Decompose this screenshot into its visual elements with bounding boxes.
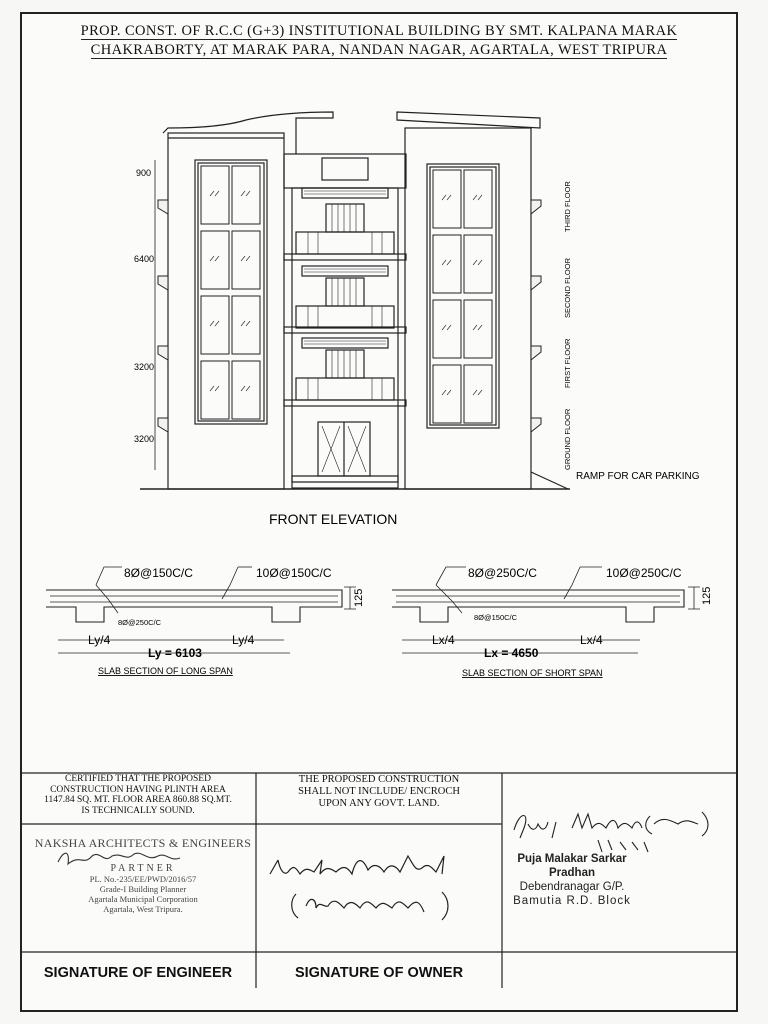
short-span-top-right-bar: 10Ø@250C/C [606,566,682,580]
dim-3200-upper: 3200 [134,362,155,372]
long-span-caption: SLAB SECTION OF LONG SPAN [98,666,233,676]
long-span-top-left-bar: 8Ø@150C/C [124,566,193,580]
technical-certificate-text: CERTIFIED THAT THE PROPOSED CONSTRUCTION HAVING PLINTH AREA 1147.84 SQ. MT. FLOOR AREA 860.88 SQ.MT. IS TECHNICALLY SOUND. [44,774,232,816]
long-span-quarter-right: Ly/4 [232,633,255,647]
long-span-quarter-left: Ly/4 [88,633,111,647]
label-ramp-car-parking: RAMP FOR CAR PARKING [576,471,700,482]
short-span-top-left-bar: 8Ø@250C/C [468,566,537,580]
owner-handwritten-signature [266,838,502,948]
engineer-stamp [30,836,256,914]
short-span-depth: 125 [701,586,713,605]
short-span-length: Lx = 4650 [484,646,539,660]
dim-6400: 6400 [134,254,155,264]
short-span-caption: SLAB SECTION OF SHORT SPAN [462,668,603,678]
engineer-role: PARTNER [110,863,176,874]
label-ground-floor: GROUND FLOOR [563,408,572,470]
no-encroachment-text: THE PROPOSED CONSTRUCTION SHALL NOT INCLUDE/ ENCROCH UPON ANY GOVT. LAND. [298,774,460,809]
engineer-organisation: Agartala Municipal Corporation [88,894,198,904]
signature-of-engineer-caption: SIGNATURE OF ENGINEER [43,965,233,981]
pradhan-handwritten-signature [512,802,738,858]
slab-sections-drawing [0,545,768,685]
pradhan-name: Puja Malakar Sarkar [517,853,627,865]
short-span-bottom-bar: 8Ø@150C/C [474,613,518,622]
long-span-bottom-bar: 8Ø@250C/C [118,618,162,627]
short-span-quarter-right: Lx/4 [580,633,603,647]
pradhan-gp: Debendranagar G/P. [519,881,625,893]
front-elevation-caption: FRONT ELEVATION [269,511,398,527]
central-parapet [284,154,406,188]
label-second-floor: SECOND FLOOR [563,257,572,318]
long-span-depth: 125 [353,588,365,607]
title-line-1: PROP. CONST. OF R.C.C (G+3) INSTITUTIONAL BUILDING BY SMT. KALPANA MARAK [80,23,678,39]
label-first-floor: FIRST FLOOR [563,338,572,388]
long-span-top-right-bar: 10Ø@150C/C [256,566,332,580]
short-span-quarter-left: Lx/4 [432,633,455,647]
right-window-frame [427,164,499,428]
dim-3200-lower: 3200 [134,434,155,444]
dim-900: 900 [136,168,152,178]
pradhan-stamp [492,852,652,908]
signature-of-owner-caption: SIGNATURE OF OWNER [294,965,464,981]
engineer-place: Agartala, West Tripura. [103,904,183,914]
engineer-firm-name: NAKSHA ARCHITECTS & ENGINEERS [34,836,252,850]
pradhan-block: Bamutia R.D. Block [513,895,631,907]
engineer-handwritten-signature [30,846,256,870]
engineer-registration: PL. No.-235/EE/PWD/2016/57 [89,874,197,884]
pradhan-title: Pradhan [548,867,595,879]
right-wing-wall [405,128,531,489]
engineer-grade: Grade-I Building Planner [99,884,187,894]
title-line-2: CHAKRABORTY, AT MARAK PARA, NANDAN NAGAR, AGARTALA, WEST TRIPURA [90,42,668,58]
long-span-length: Ly = 6103 [148,646,202,660]
label-third-floor: THIRD FLOOR [563,181,572,232]
left-window-frame [195,160,267,424]
